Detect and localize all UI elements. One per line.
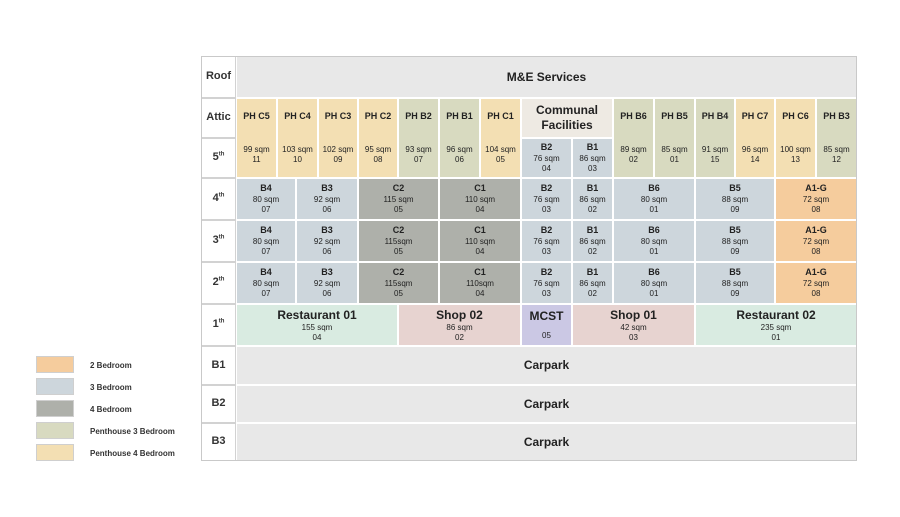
l2-b2: B2 76 sqm 03 [521,262,572,304]
l3-b6: B6 80 sqm 01 [613,220,695,262]
l4-c1: C1 110 sqm 04 [439,178,521,220]
level-label-5th: 5th [201,138,236,178]
l3-b1: B1 86 sqm 02 [572,220,613,262]
legend-swatch-penthouse-3-bedroom [36,422,74,439]
l3-b2: B2 76 sqm 03 [521,220,572,262]
l4-c2: C2 115 sqm 05 [358,178,439,220]
l2-b3: B3 92 sqm 06 [296,262,358,304]
ph-c3: PH C3 102 sqm 09 [318,98,358,178]
l2-b5: B5 88 sqm 09 [695,262,775,304]
l1-shop-02: Shop 02 86 sqm 02 [398,304,521,346]
legend-label-penthouse-3-bedroom: Penthouse 3 Bedroom [90,427,175,436]
ph-c4: PH C4 103 sqm 10 [277,98,318,178]
l2-c2: C2 115sqm 05 [358,262,439,304]
legend-label-penthouse-4-bedroom: Penthouse 4 Bedroom [90,449,175,458]
l3-a1g: A1-G 72 sqm 08 [775,220,857,262]
legend-swatch-4-bedroom [36,400,74,417]
l2-a1g: A1-G 72 sqm 08 [775,262,857,304]
level-label-roof: Roof [201,56,236,98]
l4-b4: B4 80 sqm 07 [236,178,296,220]
l3-b5: B5 88 sqm 09 [695,220,775,262]
l3-b4: B4 80 sqm 07 [236,220,296,262]
l4-b1: B1 86 sqm 02 [572,178,613,220]
level-label-4th: 4th [201,178,236,220]
l4-a1g: A1-G 72 sqm 08 [775,178,857,220]
l3-b3: B3 92 sqm 06 [296,220,358,262]
ph-b6: PH B6 89 sqm 02 [613,98,654,178]
level-label-b1: B1 [201,346,236,385]
b3-carpark: Carpark [236,423,857,461]
legend-label-2-bedroom: 2 Bedroom [90,361,132,370]
ph-c7: PH C7 96 sqm 14 [735,98,775,178]
ph-c5: PH C5 99 sqm 11 [236,98,277,178]
l1-shop-01: Shop 01 42 sqm 03 [572,304,695,346]
l5-b2: B2 76 sqm 04 [521,138,572,178]
level-label-2nd: 2th [201,262,236,304]
level-label-attic: Attic [201,98,236,138]
communal-facilities: Communal Facilities [521,98,613,138]
legend-swatch-2-bedroom [36,356,74,373]
legend-label-3-bedroom: 3 Bedroom [90,383,132,392]
b2-carpark: Carpark [236,385,857,423]
legend-swatch-penthouse-4-bedroom [36,444,74,461]
ph-b2: PH B2 93 sqm 07 [398,98,439,178]
l4-b5: B5 88 sqm 09 [695,178,775,220]
l4-b3: B3 92 sqm 06 [296,178,358,220]
l1-mcst: MCST 05 [521,304,572,346]
ph-b3: PH B3 85 sqm 12 [816,98,857,178]
l3-c1: C1 110 sqm 04 [439,220,521,262]
legend-label-4-bedroom: 4 Bedroom [90,405,132,414]
level-label-b2: B2 [201,385,236,423]
l1-restaurant-01: Restaurant 01 155 sqm 04 [236,304,398,346]
ph-c1: PH C1 104 sqm 05 [480,98,521,178]
ph-c2: PH C2 95 sqm 08 [358,98,398,178]
legend-swatch-3-bedroom [36,378,74,395]
level-label-1st: 1th [201,304,236,346]
ph-b4: PH B4 91 sqm 15 [695,98,735,178]
l4-b2: B2 76 sqm 03 [521,178,572,220]
l2-b1: B1 86 sqm 02 [572,262,613,304]
l4-b6: B6 80 sqm 01 [613,178,695,220]
ph-b5: PH B5 85 sqm 01 [654,98,695,178]
l3-c2: C2 115sqm 05 [358,220,439,262]
l2-b4: B4 80 sqm 07 [236,262,296,304]
ph-c6: PH C6 100 sqm 13 [775,98,816,178]
level-label-3rd: 3th [201,220,236,262]
level-label-b3: B3 [201,423,236,461]
l2-b6: B6 80 sqm 01 [613,262,695,304]
b1-carpark: Carpark [236,346,857,385]
l1-restaurant-02: Restaurant 02 235 sqm 01 [695,304,857,346]
l5-b1: B1 86 sqm 03 [572,138,613,178]
l2-c1: C1 110sqm 04 [439,262,521,304]
roof-me-services: M&E Services [236,56,857,98]
ph-b1: PH B1 96 sqm 06 [439,98,480,178]
